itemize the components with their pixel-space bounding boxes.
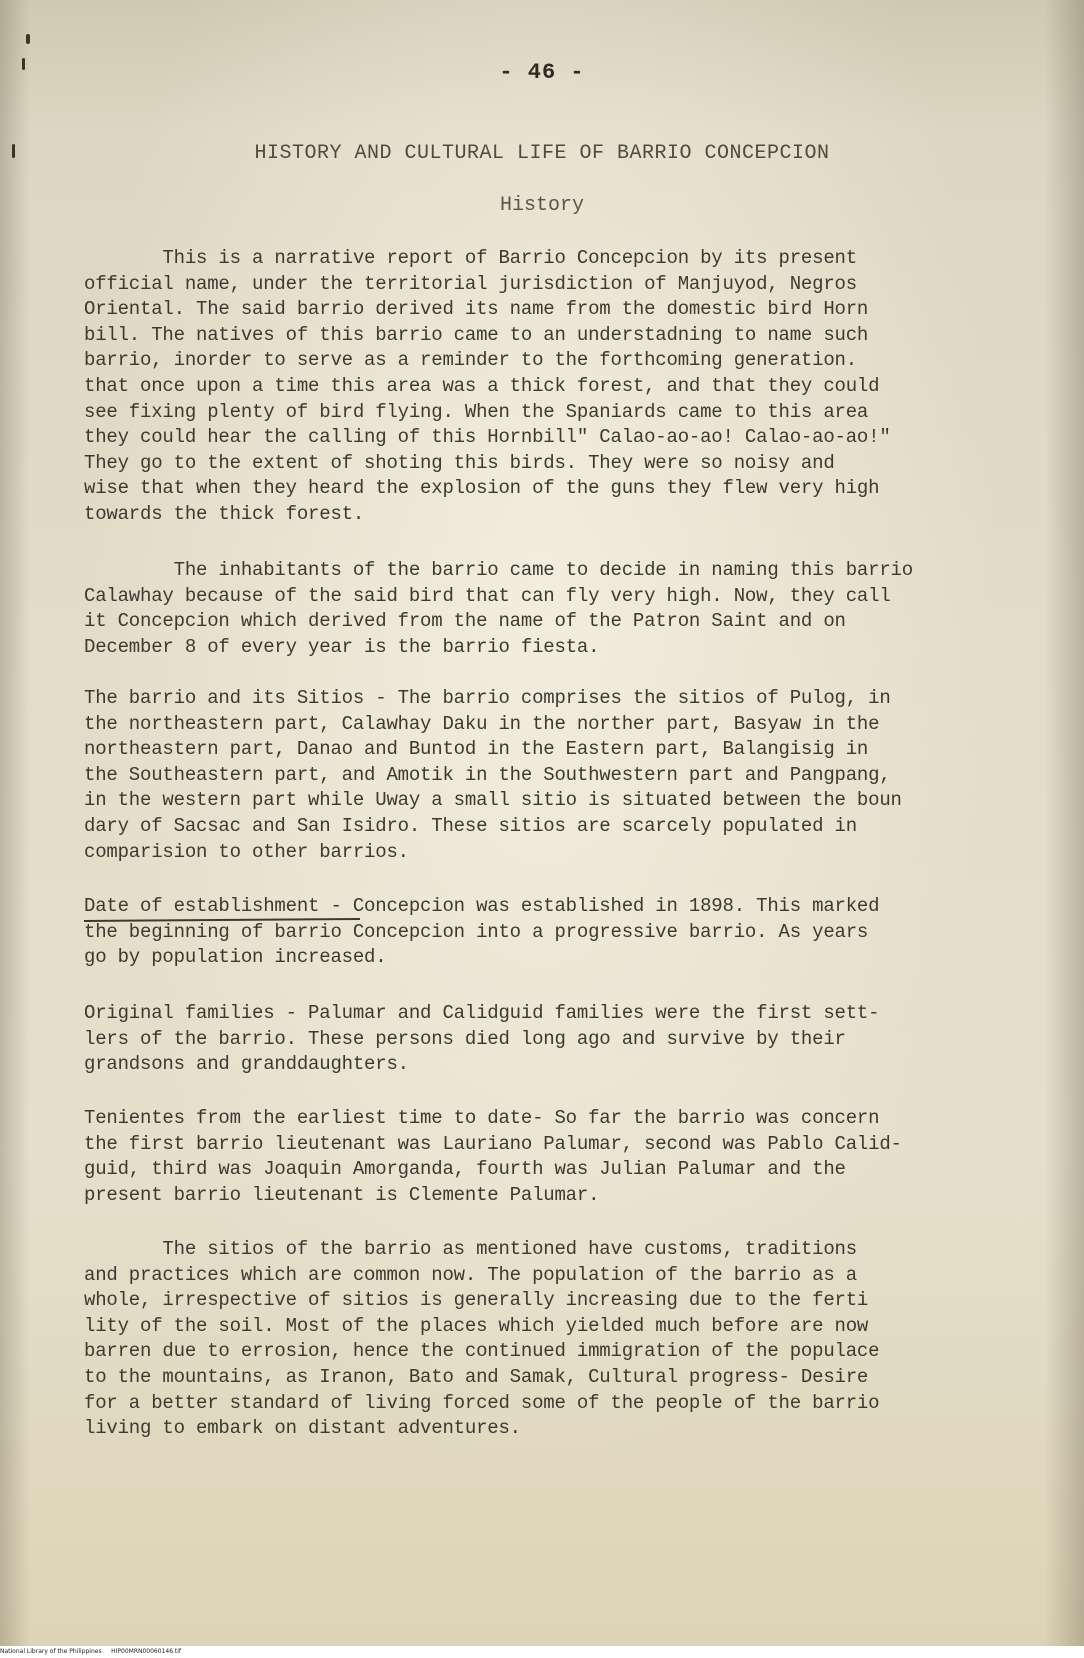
scan-credit-footer: National Library of the Philippines HIP00MRN00060146.tif [0,1646,1084,1658]
paragraph-original-families: Original families - Palumar and Calidguid families were the first sett- lers of the barrio. These persons died long ago and survive by their grandsons and granddaughters. [84,1002,880,1076]
paragraph-establishment: Date of establishment - Concepcion was established in 1898. This marked the beginning of barrio Concepcion into a progressive barrio. As years go by population increased. [84,895,880,969]
binding-mark [26,34,30,44]
paragraph-tenientes: Tenientes from the earliest time to date- So far the barrio was concern the first barrio lieutenant was Lauriano Palumar, second was Pablo Calid- guid, third was Joaquin Amorganda, fourth was Julian Palumar and the present barrio lieutenant is Clemente Palumar. [84,1107,902,1206]
paragraph-history: This is a narrative report of Barrio Concepcion by its present official name, under the territorial jurisdiction of Manjuyod, Negros Oriental. The said barrio derived its name from the domestic bird Horn bill. The natives of this barrio came to an understadning to name such barrio, inorder to serve as a reminder to the forthcoming generation. that once upon a time this area was a thick forest, and that they could see fixing plenty of bird flying. When the Spaniards came to this area they could hear the calling of this Hornbill" Calao-ao-ao! Calao-ao-ao!" They go to the extent of shoting this birds. They were so noisy and wise that when they heard the explosion of the guns they flew very high towards the thick forest. [84,247,891,525]
paragraph-customs: The sitios of the barrio as mentioned have customs, traditions and practices which are common now. The population of the barrio as a whole, irrespective of sitios is generally increasing due to the ferti lity of the soil. Most of the places which yielded much before are now barren due to errosion, hence the continued immigration of the populace to the mountains, as Iranon, Bato and Samak, Cultural progress- Desire for a better standard of living forced some of the people of the barrio living to embark on distant adventures. [84,1238,880,1440]
paragraph-sitios: The barrio and its Sitios - The barrio comprises the sitios of Pulog, in the northeastern part, Calawhay Daku in the norther part, Basyaw in the northeastern part, Danao and Buntod in the Eastern part, Balangisig in the Southeastern part, and Amotik in the Southwestern part and Pangpang, in the western part while Uway a small sitio is situated between the boun dary of Sacsac and San Isidro. These sitios are scarcely populated in comparision to other barrios. [84,687,902,863]
section-heading: History [499,194,584,217]
page-number: - 46 - [499,60,585,85]
document-title: HISTORY AND CULTURAL LIFE OF BARRIO CONCEPCION [254,142,830,165]
paragraph-naming: The inhabitants of the barrio came to decide in naming this barrio Calawhay because of the said bird that can fly very high. Now, they call it Concepcion which derived from the name of the Patron Saint and on December 8 of every year is the barrio fiesta. [84,559,913,658]
